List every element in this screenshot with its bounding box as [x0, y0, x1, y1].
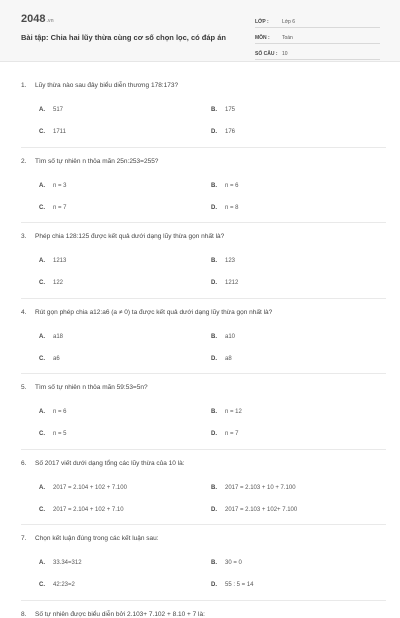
option-letter: C.	[39, 129, 45, 135]
question-number: 1.	[21, 82, 27, 89]
question-item	[21, 233, 386, 292]
option-text: 2017 = 2.103 + 10 + 7.100	[225, 484, 296, 491]
answer-options	[21, 542, 386, 594]
option-text: 122	[53, 280, 64, 286]
question-prompt: Tìm số tự nhiên n thỏa mãn 59:53=5n?	[35, 384, 148, 391]
question-number: 3.	[21, 233, 27, 240]
option-letter: C.	[39, 582, 45, 588]
option-letter: A.	[39, 560, 45, 566]
answer-option[interactable]	[39, 356, 60, 362]
option-text: 55 : 5 = 14	[225, 582, 254, 588]
worksheet-header	[0, 0, 400, 62]
option-text: 2017 = 2.104 + 102 + 7.100	[53, 484, 127, 491]
question-number: 4.	[21, 308, 27, 316]
answer-option[interactable]	[39, 107, 63, 113]
question-item	[21, 309, 386, 368]
option-letter: A.	[39, 182, 45, 189]
answer-option[interactable]	[39, 409, 67, 415]
answer-option[interactable]	[211, 334, 235, 340]
option-text: 1212	[225, 280, 239, 286]
question-text	[21, 384, 386, 391]
question-text	[21, 233, 386, 240]
option-letter: A.	[39, 409, 45, 415]
answer-option[interactable]	[39, 582, 75, 588]
answer-option[interactable]	[39, 258, 66, 264]
question-text	[21, 158, 386, 165]
option-letter: B.	[211, 560, 217, 566]
answer-options	[21, 391, 386, 443]
option-text: a18	[53, 333, 64, 340]
option-text: n = 3	[53, 182, 67, 189]
answer-option[interactable]	[211, 129, 235, 135]
answer-option[interactable]	[39, 183, 67, 189]
option-letter: D.	[211, 204, 217, 211]
option-text: 175	[225, 107, 236, 113]
answer-option[interactable]	[39, 280, 63, 286]
option-letter: B.	[211, 333, 217, 340]
answer-options	[21, 165, 386, 217]
option-text: n = 7	[225, 431, 239, 437]
answer-option[interactable]	[39, 560, 82, 566]
question-text	[21, 460, 386, 467]
question-item	[21, 158, 386, 217]
answer-option[interactable]	[39, 334, 63, 340]
meta-row-subject	[255, 30, 380, 44]
answer-option[interactable]	[39, 205, 67, 211]
question-divider	[21, 449, 386, 450]
option-letter: B.	[211, 409, 217, 415]
option-letter: B.	[211, 484, 217, 491]
answer-option[interactable]	[211, 485, 296, 491]
option-letter: D.	[211, 431, 217, 437]
question-number: 8.	[21, 610, 27, 618]
option-letter: B.	[211, 107, 217, 113]
answer-option[interactable]	[211, 560, 242, 566]
question-text	[21, 535, 386, 542]
question-divider	[21, 373, 386, 374]
meta-label: MÔN :	[255, 35, 270, 41]
question-number: 5.	[21, 384, 27, 391]
question-divider	[21, 147, 386, 148]
option-text: 1213	[53, 258, 67, 264]
option-letter: C.	[39, 355, 45, 362]
question-divider	[21, 524, 386, 525]
question-prompt: Rút gọn phép chia a12:a6 (a ≠ 0) ta được kết quả dưới dạng lũy thừa gọn nhất là?	[35, 308, 273, 316]
answer-option[interactable]	[39, 129, 66, 135]
option-letter: A.	[39, 258, 45, 264]
answer-option[interactable]	[39, 485, 127, 491]
question-prompt: Lũy thừa nào sau đây biểu diễn thương 178:173?	[35, 82, 179, 89]
option-text: n = 6	[225, 182, 239, 189]
question-text	[21, 82, 386, 89]
option-letter: D.	[211, 582, 217, 588]
answer-options	[21, 89, 386, 141]
answer-option[interactable]	[211, 431, 239, 437]
meta-row-class	[255, 14, 380, 28]
answer-option[interactable]	[211, 107, 235, 113]
answer-option[interactable]	[211, 280, 238, 286]
meta-label: LỚP :	[255, 19, 269, 25]
option-text: 2017 = 2.104 + 102 + 7.10	[53, 506, 124, 513]
question-text	[21, 309, 386, 316]
option-text: n = 5	[53, 431, 67, 437]
option-letter: D.	[211, 506, 217, 513]
option-text: 176	[225, 129, 236, 135]
answer-options	[21, 316, 386, 368]
answer-option[interactable]	[211, 582, 254, 588]
question-prompt: Số tự nhiên được biểu diễn bởi 2.103+ 7.102 + 8.10 + 7 là:	[35, 610, 205, 618]
question-item	[21, 535, 386, 594]
site-logo[interactable]	[21, 13, 54, 25]
option-text: 30 = 0	[225, 560, 242, 566]
answer-option[interactable]	[211, 205, 239, 211]
option-text: n = 8	[225, 204, 239, 211]
question-prompt: Tìm số tự nhiên n thỏa mãn 25n:253=255?	[35, 157, 159, 165]
option-letter: C.	[39, 280, 45, 286]
option-text: a6	[53, 355, 60, 362]
question-prompt: Số 2017 viết dưới dạng tổng các lũy thừa của 10 là:	[35, 459, 185, 467]
question-divider	[21, 298, 386, 299]
option-letter: B.	[211, 182, 217, 189]
answer-option[interactable]	[211, 183, 239, 189]
answer-option[interactable]	[211, 258, 235, 264]
question-number: 7.	[21, 535, 27, 542]
question-number: 2.	[21, 157, 27, 165]
meta-label: SỐ CÂU :	[255, 51, 278, 57]
answer-options	[21, 240, 386, 292]
logo-suffix: .vn	[46, 18, 54, 24]
option-text: 517	[53, 107, 64, 113]
logo-text: 2048	[21, 13, 46, 25]
option-letter: A.	[39, 107, 45, 113]
option-text: n = 7	[53, 204, 67, 211]
option-text: a8	[225, 355, 232, 362]
option-letter: D.	[211, 355, 217, 362]
answer-option[interactable]	[39, 507, 124, 513]
question-number: 6.	[21, 459, 27, 467]
question-item	[21, 384, 386, 443]
meta-value: 10	[282, 51, 288, 57]
meta-value: Toán	[282, 35, 293, 41]
option-text: a10	[225, 333, 236, 340]
answer-option[interactable]	[211, 409, 242, 415]
meta-value: Lớp 6	[282, 19, 296, 25]
option-letter: C.	[39, 431, 45, 437]
option-text: 123	[225, 258, 236, 264]
worksheet-title: Bài tập: Chia hai lũy thừa cùng cơ số chọn lọc, có đáp án	[21, 33, 226, 42]
option-text: 1711	[53, 129, 66, 135]
option-letter: C.	[39, 506, 45, 513]
option-letter: A.	[39, 484, 45, 491]
option-letter: A.	[39, 333, 45, 340]
option-text: n = 6	[53, 409, 67, 415]
option-text: 33.34=312	[53, 560, 82, 566]
question-divider	[21, 600, 386, 601]
answer-option[interactable]	[39, 431, 67, 437]
option-letter: D.	[211, 129, 217, 135]
option-text: n = 12	[225, 409, 242, 415]
question-text	[21, 611, 386, 618]
meta-row-question-count	[255, 46, 380, 60]
answer-options	[21, 467, 386, 519]
question-item	[21, 460, 386, 519]
question-prompt: Chọn kết luận đúng trong các kết luận sau:	[35, 535, 159, 542]
option-letter: B.	[211, 258, 217, 264]
option-letter: D.	[211, 280, 217, 286]
question-prompt: Phép chia 128:125 được kết quả dưới dạng lũy thừa gọn nhất là?	[35, 233, 225, 240]
answer-option[interactable]	[211, 507, 297, 513]
question-item	[21, 82, 386, 141]
question-item	[21, 611, 386, 618]
question-divider	[21, 222, 386, 223]
option-text: 2017 = 2.103 + 102+ 7.100	[225, 506, 298, 513]
answer-option[interactable]	[211, 356, 232, 362]
option-letter: C.	[39, 204, 45, 211]
option-text: 42:23=2	[53, 582, 75, 588]
worksheet-meta	[255, 14, 380, 62]
